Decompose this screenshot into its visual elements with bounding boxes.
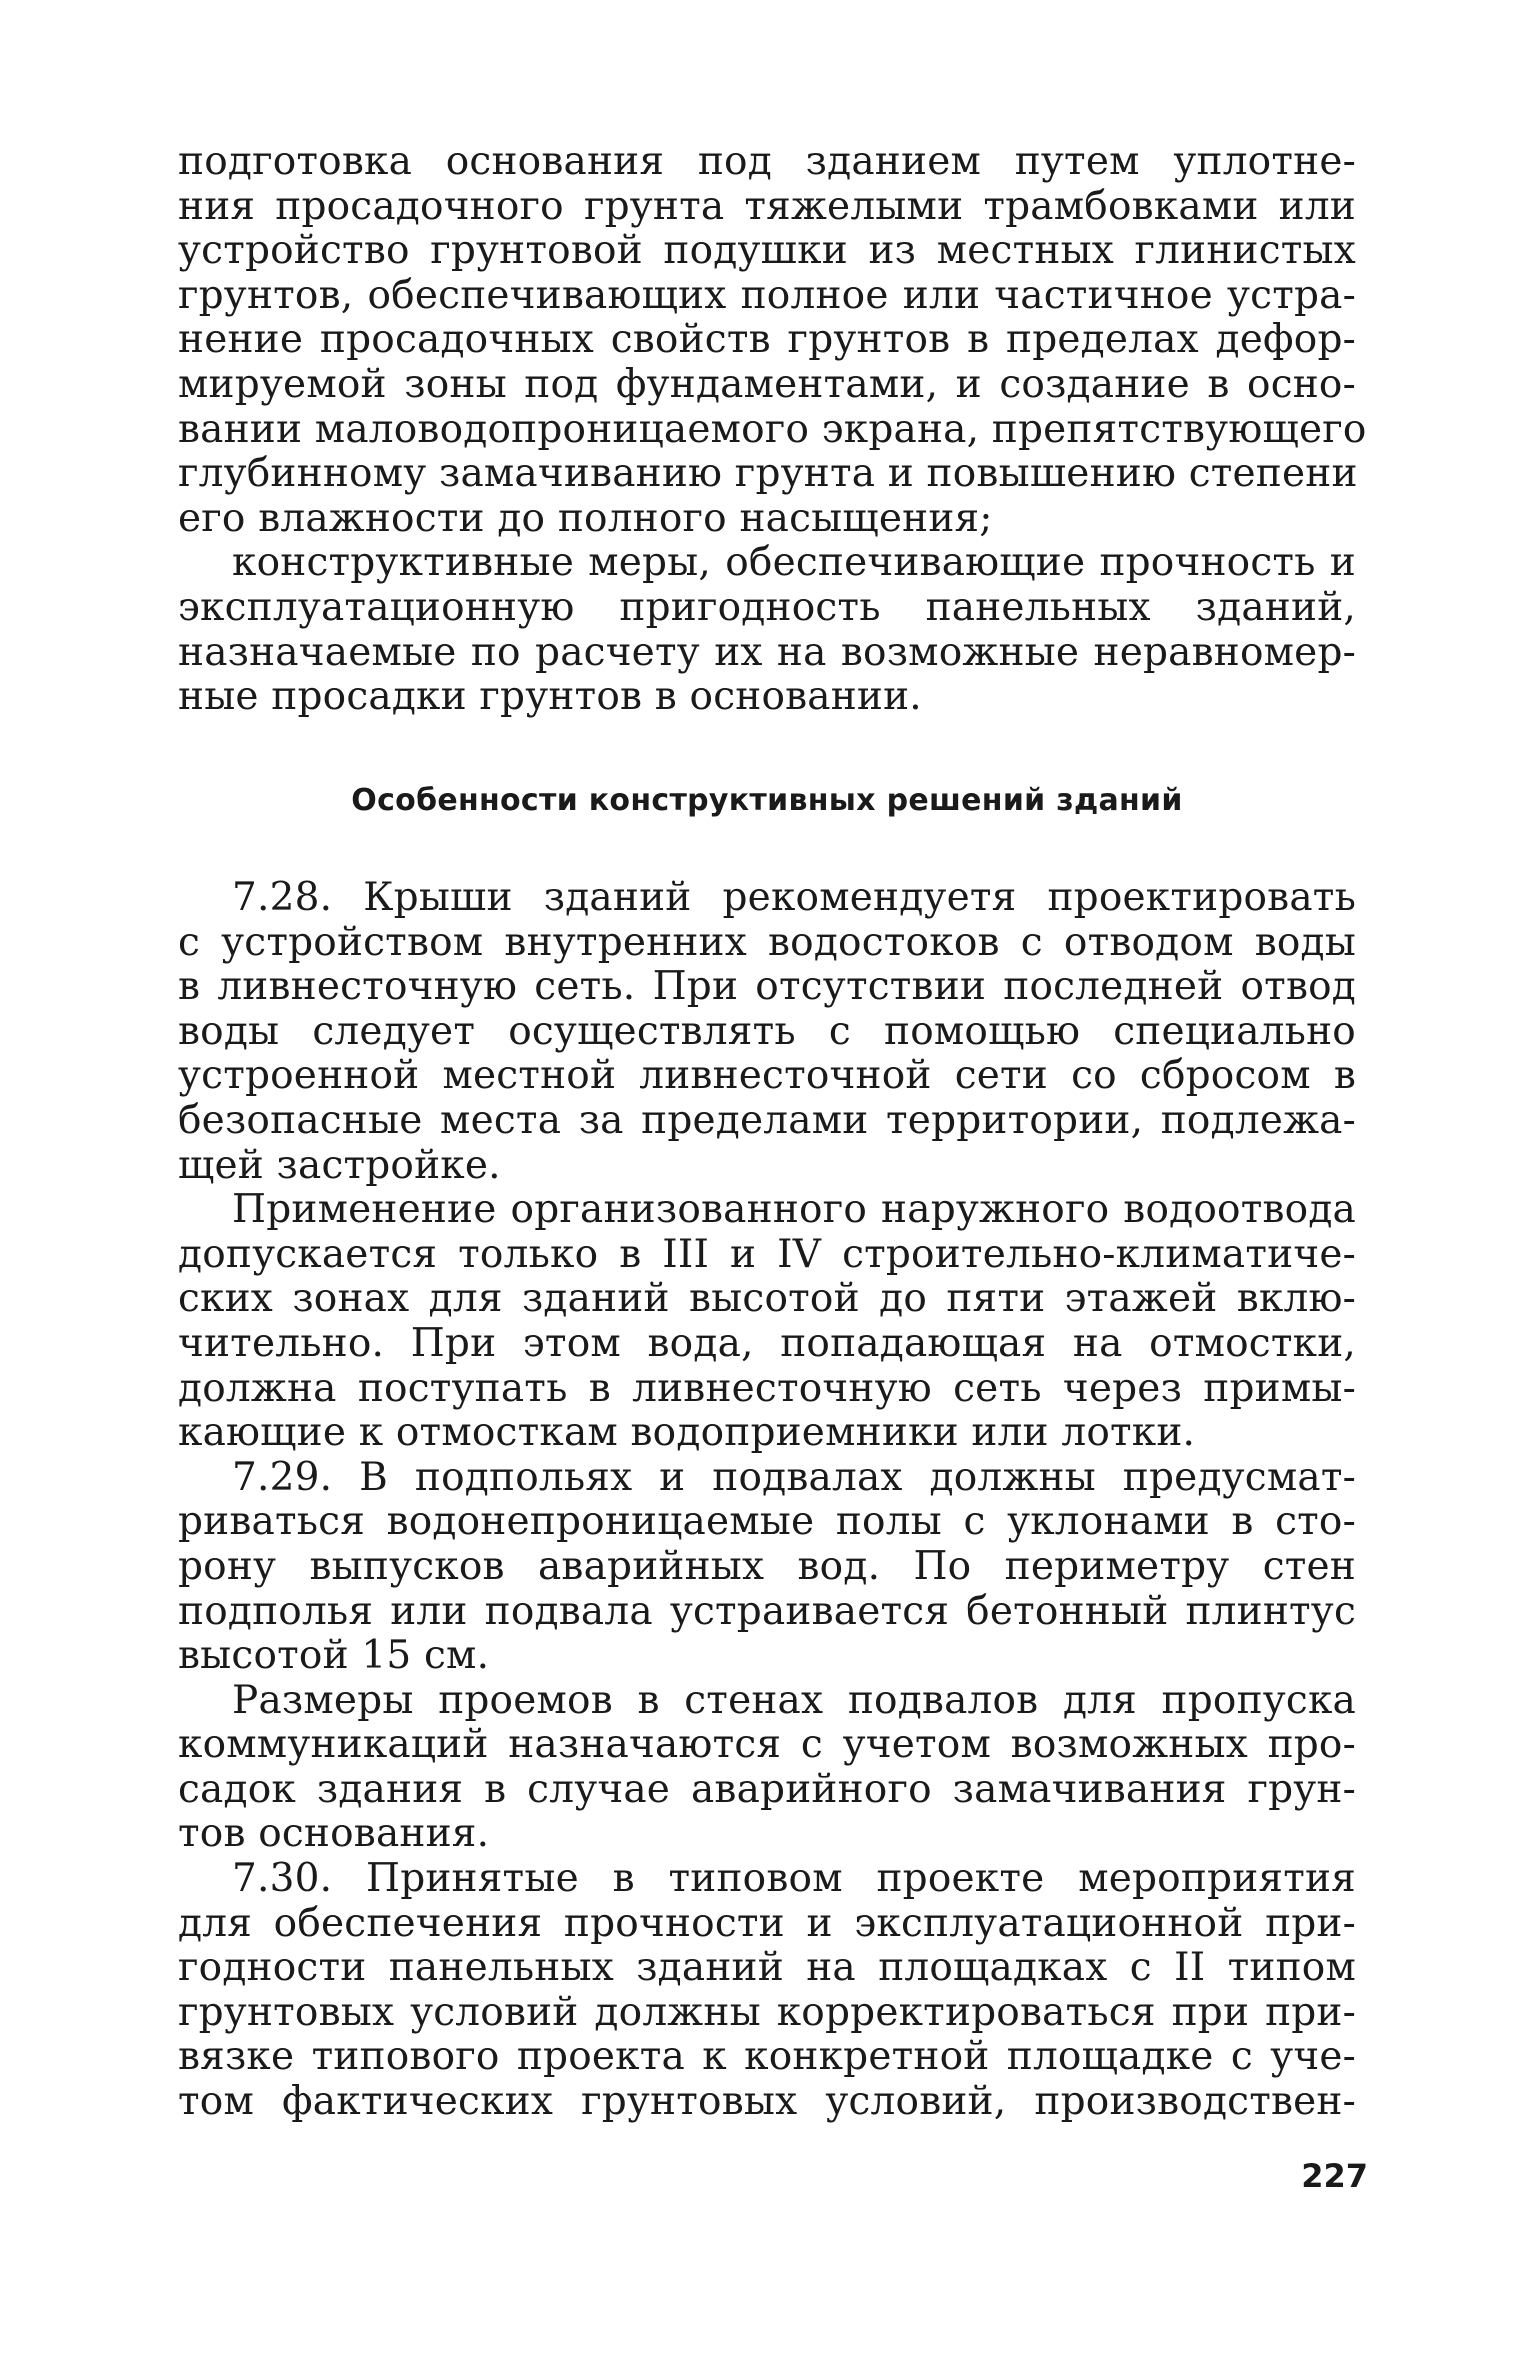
text-line: рону выпусков аварийных вод. По периметру стен bbox=[178, 1543, 1356, 1589]
text-line: высотой 15 см. bbox=[178, 1633, 490, 1679]
text-line: щей застройке. bbox=[178, 1142, 501, 1188]
text-line: чительно. При этом вода, попадающая на отмостки, bbox=[178, 1320, 1356, 1366]
text-line: ные просадки грунтов в основании. bbox=[178, 674, 922, 720]
text-line: допускается только в III и IV строительно-климатиче- bbox=[178, 1231, 1356, 1277]
paragraph-foundation-preparation bbox=[178, 139, 1367, 541]
text-line: воды следует осуществлять с помощью специально bbox=[178, 1008, 1356, 1054]
text-line: годности панельных зданий на площадках с II типом bbox=[178, 1945, 1356, 1991]
text-line: устроенной местной ливнесточной сети со сбросом в bbox=[178, 1053, 1356, 1099]
text-line: ния просадочного грунта тяжелыми трамбовками или bbox=[178, 183, 1356, 229]
page-number: 227 bbox=[1301, 2157, 1368, 2195]
text-line: вании маловодопроницаемого экрана, препятствующего bbox=[178, 406, 1367, 452]
text-block-top bbox=[178, 139, 1367, 720]
text-line: риваться водонепроницаемые полы с уклонами в сто- bbox=[178, 1499, 1356, 1545]
paragraph-structural-measures bbox=[178, 541, 1356, 719]
text-line: коммуникаций назначаются с учетом возможных про- bbox=[178, 1722, 1356, 1768]
text-line: 7.30. Принятые в типовом проекте мероприятия bbox=[232, 1856, 1356, 1902]
paragraph-7-29 bbox=[178, 1456, 1356, 1679]
text-line: вязке типового проекта к конкретной площадке с уче- bbox=[178, 2034, 1356, 2080]
text-block-bottom bbox=[178, 876, 1356, 2125]
text-line: с устройством внутренних водостоков с отводом воды bbox=[178, 919, 1356, 965]
text-line: мируемой зоны под фундаментами, и создание в осно- bbox=[178, 361, 1356, 407]
text-line: 7.29. В подпольях и подвалах должны предусмат- bbox=[232, 1454, 1356, 1500]
text-line: грунтовых условий должны корректироваться при при- bbox=[178, 1989, 1356, 2035]
text-line: Размеры проемов в стенах подвалов для пропуска bbox=[232, 1677, 1356, 1723]
text-line: кающие к отмосткам водоприемники или лотки. bbox=[178, 1410, 1196, 1456]
text-line: для обеспечения прочности и эксплуатационной при- bbox=[178, 1900, 1356, 1946]
text-line: ских зонах для зданий высотой до пяти этажей вклю- bbox=[178, 1276, 1356, 1322]
text-line: должна поступать в ливнесточную сеть через примы- bbox=[178, 1365, 1356, 1411]
text-line: тов основания. bbox=[178, 1811, 490, 1857]
paragraph-openings bbox=[178, 1679, 1356, 1857]
text-line: нение просадочных свойств грунтов в пределах дефор- bbox=[178, 317, 1356, 363]
paragraph-7-28 bbox=[178, 876, 1356, 1188]
text-line: безопасные места за пределами территории, подлежа- bbox=[178, 1097, 1356, 1143]
paragraph-7-30 bbox=[178, 1857, 1356, 2125]
text-line: назначаемые по расчету их на возможные неравномер- bbox=[178, 629, 1356, 675]
text-line: грунтов, обеспечивающих полное или частичное устра- bbox=[178, 272, 1356, 318]
text-line: эксплуатационную пригодность панельных зданий, bbox=[178, 584, 1356, 630]
text-line: глубинному замачиванию грунта и повышению степени bbox=[178, 451, 1358, 497]
text-line: в ливнесточную сеть. При отсутствии последней отвод bbox=[178, 964, 1356, 1010]
text-line: Применение организованного наружного водоотвода bbox=[232, 1187, 1356, 1233]
text-line: его влажности до полного насыщения; bbox=[178, 495, 993, 541]
text-line: 7.28. Крыши зданий рекомендуетя проектировать bbox=[232, 875, 1356, 920]
section-heading: Особенности конструктивных решений зданий bbox=[351, 783, 1183, 818]
text-line: садок здания в случае аварийного замачивания грун- bbox=[178, 1766, 1356, 1812]
text-line: устройство грунтовой подушки из местных глинистых bbox=[178, 228, 1356, 274]
text-line: конструктивные меры, обеспечивающие прочность и bbox=[232, 540, 1356, 586]
text-line: подполья или подвала устраивается бетонный плинтус bbox=[178, 1588, 1356, 1634]
text-line: подготовка основания под зданием путем уплотне- bbox=[178, 139, 1356, 184]
text-line: том фактических грунтовых условий, производствен- bbox=[178, 2079, 1356, 2125]
paragraph-external-drainage bbox=[178, 1188, 1356, 1456]
